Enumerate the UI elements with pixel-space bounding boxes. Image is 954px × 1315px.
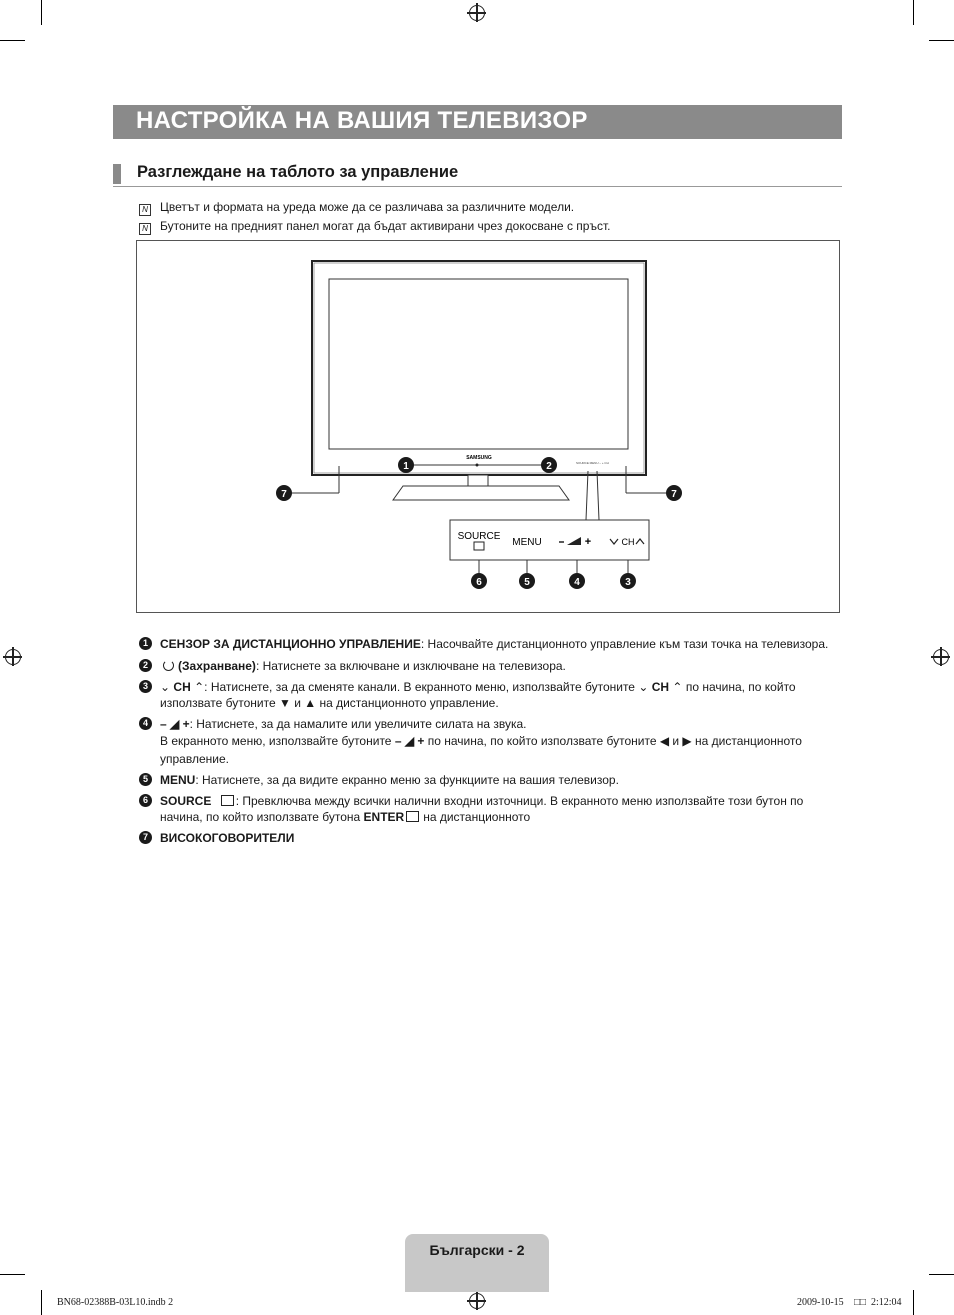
- crop-mark: [0, 1274, 25, 1275]
- input-icon: [406, 811, 419, 822]
- item-text: управление.: [160, 752, 229, 766]
- note-icon: N: [139, 223, 151, 235]
- item-number: 2: [139, 659, 152, 672]
- item-text: : Натиснете, за да намалите или увеличите силата на звука.: [189, 717, 527, 731]
- item-text: по начина, по който: [685, 680, 796, 694]
- crop-mark: [41, 0, 42, 25]
- volume-icon: – ◢ +: [160, 717, 190, 731]
- item-text: : Натиснете за включване и изключване на телевизора.: [255, 659, 566, 673]
- volume-icon: – ◢ +: [394, 734, 425, 748]
- item-term: ENTER: [363, 810, 405, 824]
- list-item: [142, 636, 850, 652]
- svg-text:7: 7: [671, 489, 677, 500]
- item-text: начина, по който използвате бутона: [160, 810, 361, 824]
- tv-screen: [329, 279, 628, 449]
- tv-stand: [393, 486, 569, 500]
- item-term: MENU: [160, 773, 196, 787]
- item-term: ВИСОКОГОВОРИТЕЛИ: [160, 831, 295, 845]
- page-title-bar: [113, 105, 842, 139]
- section-title: Разглеждане на таблото за управление: [137, 163, 459, 181]
- svg-text:7: 7: [281, 489, 287, 500]
- section-divider: [113, 186, 842, 187]
- chevron-down-icon: ⌄: [160, 680, 171, 694]
- chevron-up-icon: ⌃: [194, 680, 205, 694]
- brand-logo: SAMSUNG: [466, 455, 492, 461]
- tv-diagram: [136, 240, 840, 613]
- note-1: [139, 200, 574, 216]
- item-number: 6: [139, 794, 152, 807]
- svg-text:2: 2: [546, 461, 552, 472]
- item-text: : Превключва между всички налични входни източници. В екранното меню използвайте този бутон по: [235, 794, 804, 808]
- menu-label: MENU: [512, 537, 542, 548]
- list-item: [142, 830, 850, 846]
- chevron-up-icon: ⌃: [672, 680, 683, 694]
- item-term: CH: [173, 680, 191, 694]
- list-item: [142, 658, 850, 674]
- item-text: на дистанционното: [423, 810, 531, 824]
- svg-text:3: 3: [625, 577, 631, 588]
- svg-text:+: +: [584, 536, 592, 548]
- registration-mark-icon: [469, 1293, 485, 1309]
- note-text: Цветът и формата на уреда може да се различава за различните модели.: [160, 200, 575, 214]
- page-number: Български - 2: [429, 1242, 525, 1258]
- item-number: 5: [139, 773, 152, 786]
- crop-mark: [913, 0, 914, 25]
- svg-text:4: 4: [574, 577, 580, 588]
- item-text: по начина, по който използвате бутоните ◀ и ▶ на дистанционното: [427, 734, 802, 748]
- item-term: CH: [651, 680, 670, 694]
- note-icon: N: [139, 204, 151, 216]
- page-title: НАСТРОЙКА НА ВАШИЯ ТЕЛЕВИЗОР: [136, 107, 588, 134]
- item-text: : Насочвайте дистанционното управление към тази точка на телевизора.: [420, 637, 829, 651]
- svg-text:SOURCE MENU – + CH: SOURCE MENU – + CH: [576, 461, 609, 465]
- svg-text:1: 1: [403, 461, 409, 472]
- note-text: Бутоните на предният панел могат да бъдат активирани чрез докосване с пръст.: [160, 219, 611, 233]
- item-number: 3: [139, 680, 152, 693]
- svg-text:5: 5: [524, 577, 530, 588]
- ch-label: CH: [621, 537, 635, 547]
- input-icon: [221, 795, 234, 806]
- footer-time: 2:12:04: [871, 1297, 902, 1308]
- svg-text:6: 6: [476, 577, 482, 588]
- item-number: 7: [139, 831, 152, 844]
- footer-date: 2009-10-15: [797, 1297, 844, 1308]
- power-icon: [163, 660, 174, 671]
- item-term: SOURCE: [160, 794, 212, 808]
- list-item: [142, 716, 850, 767]
- note-2: [139, 219, 610, 235]
- item-text: използвате бутоните ▼ и ▲ на дистанционното управление.: [160, 696, 499, 710]
- page-number-tab: [405, 1234, 549, 1292]
- list-item: [142, 679, 850, 711]
- source-label: SOURCE: [457, 531, 501, 542]
- item-number: 4: [139, 717, 152, 730]
- item-term: СЕНЗОР ЗА ДИСТАНЦИОННО УПРАВЛЕНИЕ: [160, 637, 421, 651]
- section-marker: [113, 164, 121, 184]
- item-term: (Захранване): [178, 659, 256, 673]
- crop-mark: [913, 1290, 914, 1315]
- footer-placeholder: □□: [854, 1297, 867, 1308]
- item-text: : Натиснете, за да видите екранно меню за функциите на вашия телевизор.: [195, 773, 619, 787]
- list-item: [142, 772, 850, 788]
- item-number: 1: [139, 637, 152, 650]
- crop-mark: [0, 40, 25, 41]
- item-text: : Натиснете, за да сменяте канали. В екранното меню, използвайте бутоните: [204, 680, 635, 694]
- chevron-down-icon: ⌄: [638, 680, 649, 694]
- registration-mark-icon: [5, 649, 21, 665]
- crop-mark: [41, 1290, 42, 1315]
- list-item: [142, 793, 850, 825]
- registration-mark-icon: [469, 5, 485, 21]
- registration-mark-icon: [933, 649, 949, 665]
- item-text: В екранното меню, използвайте бутоните: [160, 734, 392, 748]
- crop-mark: [929, 1274, 954, 1275]
- footer-filename: BN68-02388B-03L10.indb 2: [57, 1297, 174, 1308]
- crop-mark: [929, 40, 954, 41]
